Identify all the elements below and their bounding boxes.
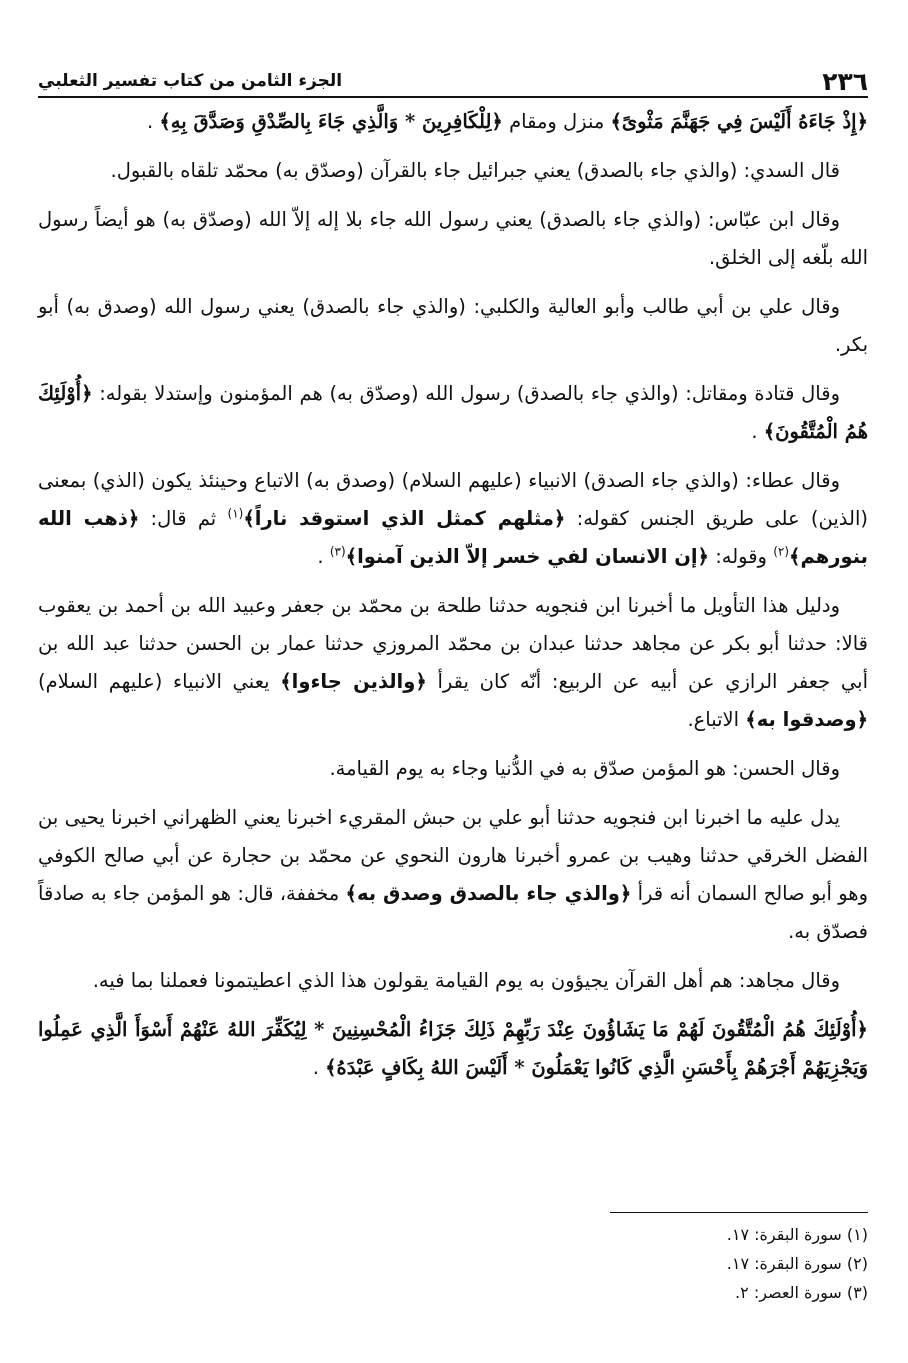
paragraph-mujahid: وقال مجاهد: هم أهل القرآن يجيؤون به يوم القيامة يقولون هذا الذي اعطيتمونا فعملنا بما فيه. (92, 969, 840, 992)
paragraph-chain (38, 799, 868, 951)
page-header (38, 48, 868, 94)
text-run: منزل ومقام (502, 110, 611, 133)
paragraph-evidence (38, 587, 868, 739)
footnote-ref: (١) (227, 506, 244, 521)
header-rule (38, 96, 868, 98)
quoted-verse: ﴿إن الانسان لفي خسر إلاّ الذين آمنوا﴾ (345, 545, 709, 568)
footnote-ref: (٢) (773, 544, 790, 559)
quran-verse: ﴿إِذْ جَاءَهُ أَلَيْسَ فِي جَهَنَّمَ مَثْوىً﴾ (610, 110, 868, 133)
quran-verse: ﴿أُوْلَئِكَ هُمُ الْمُتَّقُونَ لَهُمْ مَا يَشَاؤُونَ عِنْدَ رَبِّهِمْ ذَلِكَ جَزَاءُ الْمُحْسِنِينَ * لِيُكَفِّرَ اللهُ عَنْهُمْ أَسْوَأَ الَّذِي عَمِلُوا وَيَجْزِيَهُمْ أَجْرَهُمْ بِأَحْسَنِ الَّذِي كَانُوا يَعْمَلُونَ * أَلَيْسَ اللهُ بِكَافٍ عَبْدَهُ﴾ (38, 1018, 868, 1079)
footnote-ref: (٣) (329, 544, 346, 559)
text-run: وقوله: (709, 545, 774, 568)
text-run: يعني الانبياء (عليهم السلام) (38, 670, 281, 693)
footnote-3: (٣) سورة العصر: ٢. (735, 1283, 868, 1302)
text-run: ودليل هذا التأويل ما أخبرنا ابن فنجويه حدثنا طلحة بن محمّد بن جعفر وعبيد الله بن أحمد بن يعقوب قالا: حدثنا أبو بكر عن مجاهد حدثنا عبدان بن محمّد المروزي حدثنا عمار بن الحسن حدثنا عبد الله بن أبي جعفر الرازي عن أبيه عن الربيع: أنّه كان يقرأ (38, 594, 869, 693)
quoted-verse: ﴿مثلهم كمثل الذي استوقد ناراً﴾ (243, 507, 566, 530)
text-run: ثم قال: (139, 507, 228, 530)
quoted-verse: ﴿وصدقوا به﴾ (745, 708, 868, 731)
quran-verse: ﴿أُوْلَئِكَ هُمُ الْمُتَّقُونَ﴾ (38, 382, 868, 443)
text-run: وقال عطاء: (والذي جاء الصدق) الانبياء (عليهم السلام) (وصدق به) الاتباع وحينئذ يكون (الذي) بمعنى (الذين) على طريق الجنس كقوله: (38, 469, 869, 530)
footnotes (400, 1220, 868, 1307)
paragraph-ibn-abbas: وقال ابن عبّاس: (والذي جاء بالصدق) يعني رسول الله جاء بلا إله إلاّ الله (وصدّق به) هو أيضاً رسول الله بلّغه إلى الخلق. (38, 208, 868, 269)
quran-verse: ﴿لِلْكَافِرِينَ * وَالَّذِي جَاءَ بِالصِّدْقِ وَصَدَّقَ بِهِ﴾ (159, 110, 503, 133)
quoted-verse: ﴿والذين جاءوا﴾ (280, 670, 427, 693)
footnote-1: (١) سورة البقرة: ١٧. (726, 1225, 868, 1244)
text-run: مخففة، قال: هو المؤمن جاء به صادقاً فصدّق به. (38, 882, 868, 943)
footnote-2: (٢) سورة البقرة: ١٧. (726, 1254, 868, 1273)
text-run: يدل عليه ما اخبرنا ابن فنجويه حدثنا أبو علي بن حبش المقريء اخبرنا يعني الظهراني اخبرنا يحيى بن الفضل الخرقي حدثنا وهيب بن عمرو أخبرنا هارون النحوي عن محمّد بن حجارة عن أبي صالح الكوفي وهو أبو صالح السمان أنه قرأ (38, 806, 868, 905)
paragraph-ata (38, 462, 868, 576)
page-number: ٢٣٦ (822, 67, 868, 96)
paragraph-verse-closing (38, 1011, 868, 1087)
paragraph-suddi: قال السدي: (والذي جاء بالصدق) يعني جبرائيل جاء بالقرآن (وصدّق به) محمّد تلقاه بالقبول. (110, 159, 840, 182)
quoted-verse: ﴿والذي جاء بالصدق وصدق به﴾ (345, 882, 632, 905)
footnote-rule (610, 1212, 868, 1213)
text-run: . (146, 110, 160, 133)
quoted-verse: ﴿ذهب الله بنورهم﴾ (38, 507, 868, 568)
paragraph-qatada (38, 375, 868, 451)
paragraph-hasan: وقال الحسن: هو المؤمن صدّق به في الدُّنيا وجاء به يوم القيامة. (329, 757, 840, 780)
running-title: الجزء الثامن من كتاب تفسير الثعلبي (38, 71, 343, 91)
text-run: الاتباع. (687, 708, 746, 731)
text-run: وقال قتادة ومقاتل: (والذي جاء بالصدق) رسول الله (وصدّق به) هم المؤمنون وإستدلا بقوله: (92, 382, 840, 405)
paragraph-verse-intro (38, 103, 868, 141)
paragraph-ali: وقال علي بن أبي طالب وأبو العالية والكلبي: (والذي جاء بالصدق) يعني رسول الله (وصدق به) أبو بكر. (38, 295, 868, 356)
text-run: . (312, 1056, 326, 1079)
text-run: . (751, 420, 764, 443)
main-text (38, 103, 868, 1098)
text-run: . (317, 545, 330, 568)
